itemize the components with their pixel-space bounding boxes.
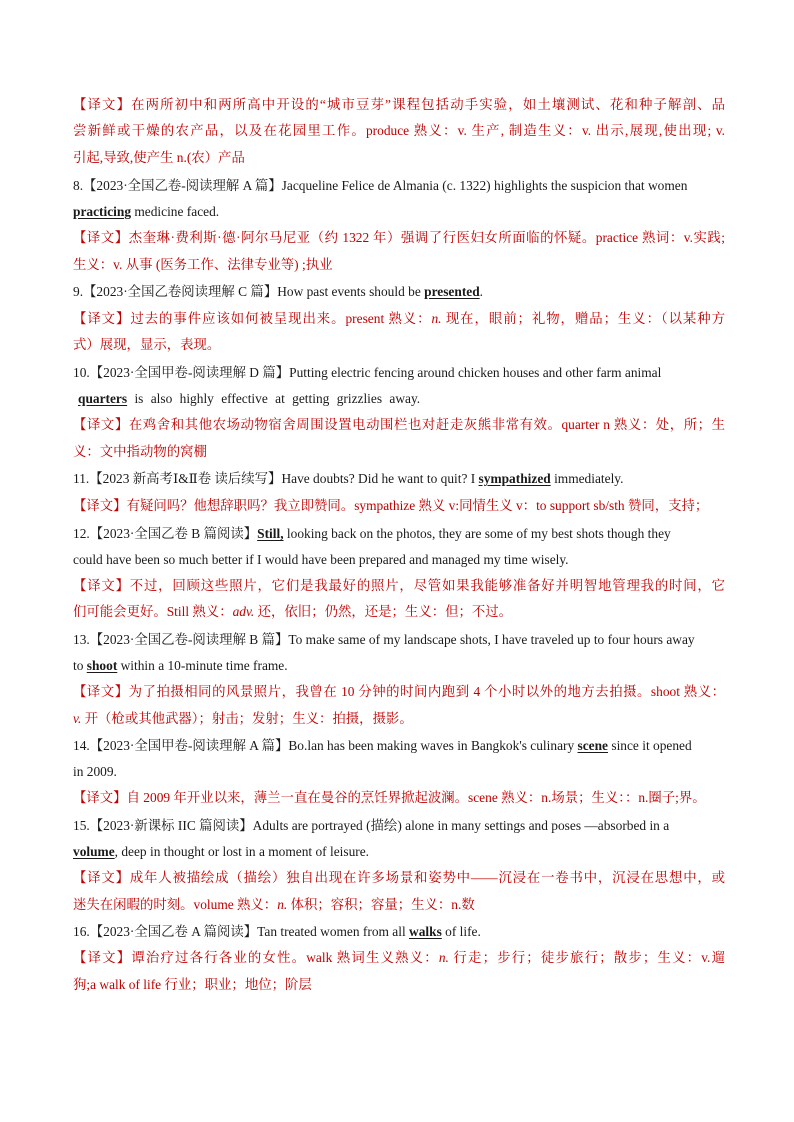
- sentence-line: 14.【2023·全国甲卷-阅读理解 A 篇】Bo.lan has been making waves in Bangkok's culinary scene since it opened: [73, 738, 692, 753]
- keyword: shoot: [86, 658, 118, 673]
- keyword: scene: [577, 738, 609, 753]
- translation-line: 【译文】杰奎琳·费利斯·德·阿尔马尼亚（约 1322 年）强调了行医妇女所面临的怀疑。practice 熟词：v.实践;: [73, 230, 726, 245]
- keyword: volume: [73, 844, 115, 859]
- keyword: Still,: [257, 526, 284, 541]
- sentence-line: 16.【2023·全国乙卷 A 篇阅读】Tan treated women from all walks of life.: [73, 924, 481, 939]
- sentence-line: 12.【2023·全国乙卷 B 篇阅读】Still, looking back on the photos, they are some of my best shots though they: [73, 526, 671, 541]
- sentence-line: could have been so much better if I would have been prepared and managed my time wisely.: [73, 552, 569, 567]
- keyword: presented: [424, 284, 480, 299]
- translation-line: v. 开（枪或其他武器）；射击；发射；生义：拍摄，摄影。: [73, 711, 413, 726]
- sentence-line: volume, deep in thought or lost in a moment of leisure.: [73, 844, 370, 859]
- translation-line: 生义：v. 从事 (医务工作、法律专业等) ;执业: [73, 257, 333, 272]
- translation-line: 【译文】有疑问吗？他想辞职吗？我立即赞同。sympathize 熟义 v:同情生义 v：to support sb/sth 赞同，支持；: [73, 498, 709, 513]
- translation-line: 们可能会更好。Still 熟义：adv. 还，依旧；仍然，还是；生义：但；不过。: [73, 604, 513, 619]
- translation-line: 【译文】不过，回顾这些照片，它们是我最好的照片，尽管如果我能够准备好并明智地管理我的时间，它: [73, 578, 725, 593]
- sentence-line: 15.【2023·新课标 IIC 篇阅读】Adults are portrayed (描绘) alone in many settings and poses —absorbed in a: [73, 818, 670, 833]
- translation-line: 义：文中指动物的窝棚: [73, 444, 207, 459]
- sentence-line: quarters is also highly effective at getting grizzlies away.: [78, 391, 421, 406]
- sentence-line: practicing medicine faced.: [73, 204, 220, 219]
- sentence-line: 9.【2023·全国乙卷阅读理解 C 篇】How past events should be presented.: [73, 284, 484, 299]
- keyword: sympathized: [478, 471, 551, 486]
- translation-line: 式）展现，显示，表现。: [73, 337, 221, 352]
- translation-line: 【译文】为了拍摄相同的风景照片，我曾在 10 分钟的时间内跑到 4 个小时以外的地方去拍摄。shoot 熟义：: [73, 684, 726, 699]
- translation-line: 【译文】自 2009 年开业以来，薄兰一直在曼谷的烹饪界掀起波澜。scene 熟义：n.场景；生义：：n.圈子;界。: [73, 790, 706, 805]
- translation-line: 狗;a walk of life 行业；职业；地位；阶层: [73, 977, 312, 992]
- sentence-line: 11.【2023 新高考Ⅰ&Ⅱ卷 读后续写】Have doubts? Did he want to quit? I sympathized immediately.: [73, 471, 624, 486]
- sentence-line: 10.【2023·全国甲卷-阅读理解 D 篇】Putting electric fencing around chicken houses and other farm animal: [73, 365, 662, 380]
- keyword: quarters: [78, 391, 128, 406]
- sentence-line: 13.【2023·全国乙卷-阅读理解 B 篇】To make same of my landscape shots, I have traveled up to four hours away: [73, 632, 695, 647]
- translation-line: 尝新鲜或干燥的农产品，以及在花园里工作。produce 熟义：v. 生产, 制造生义：v. 出示,展现,使出现; v.: [73, 123, 725, 138]
- translation-line: 【译文】在两所初中和两所高中开设的“城市豆芽”课程包括动手实验，如土壤测试、花和种子解剖、品: [73, 97, 725, 112]
- translation-line: 【译文】成年人被描绘成（描绘）独自出现在许多场景和姿势中——沉浸在一卷书中，沉浸在思想中，或: [73, 870, 726, 885]
- translation-line: 【译文】过去的事件应该如何被呈现出来。present 熟义：n. 现在，眼前；礼物，赠品；生义：（以某种方: [73, 311, 726, 326]
- keyword: walks: [409, 924, 442, 939]
- translation-line: 迷失在闲暇的时刻。volume 熟义：n. 体积；容积；容量；生义：n.数: [73, 897, 475, 912]
- keyword: practicing: [73, 204, 132, 219]
- translation-line: 【译文】谭治疗过各行各业的女性。walk 熟词生义熟义：n. 行走；步行；徒步旅行；散步；生义：v.遛: [73, 950, 725, 965]
- sentence-line: in 2009.: [73, 764, 117, 779]
- translation-line: 【译文】在鸡舍和其他农场动物宿舍周围设置电动围栏也对赶走灰熊非常有效。quarter n 熟义：处，所；生: [73, 417, 725, 432]
- sentence-line: 8.【2023·全国乙卷-阅读理解 A 篇】Jacqueline Felice de Almania (c. 1322) highlights the suspicion that women: [73, 178, 688, 193]
- translation-line: 引起,导致,使产生 n.(农）产品: [73, 150, 245, 165]
- sentence-line: to shoot within a 10-minute time frame.: [73, 658, 288, 673]
